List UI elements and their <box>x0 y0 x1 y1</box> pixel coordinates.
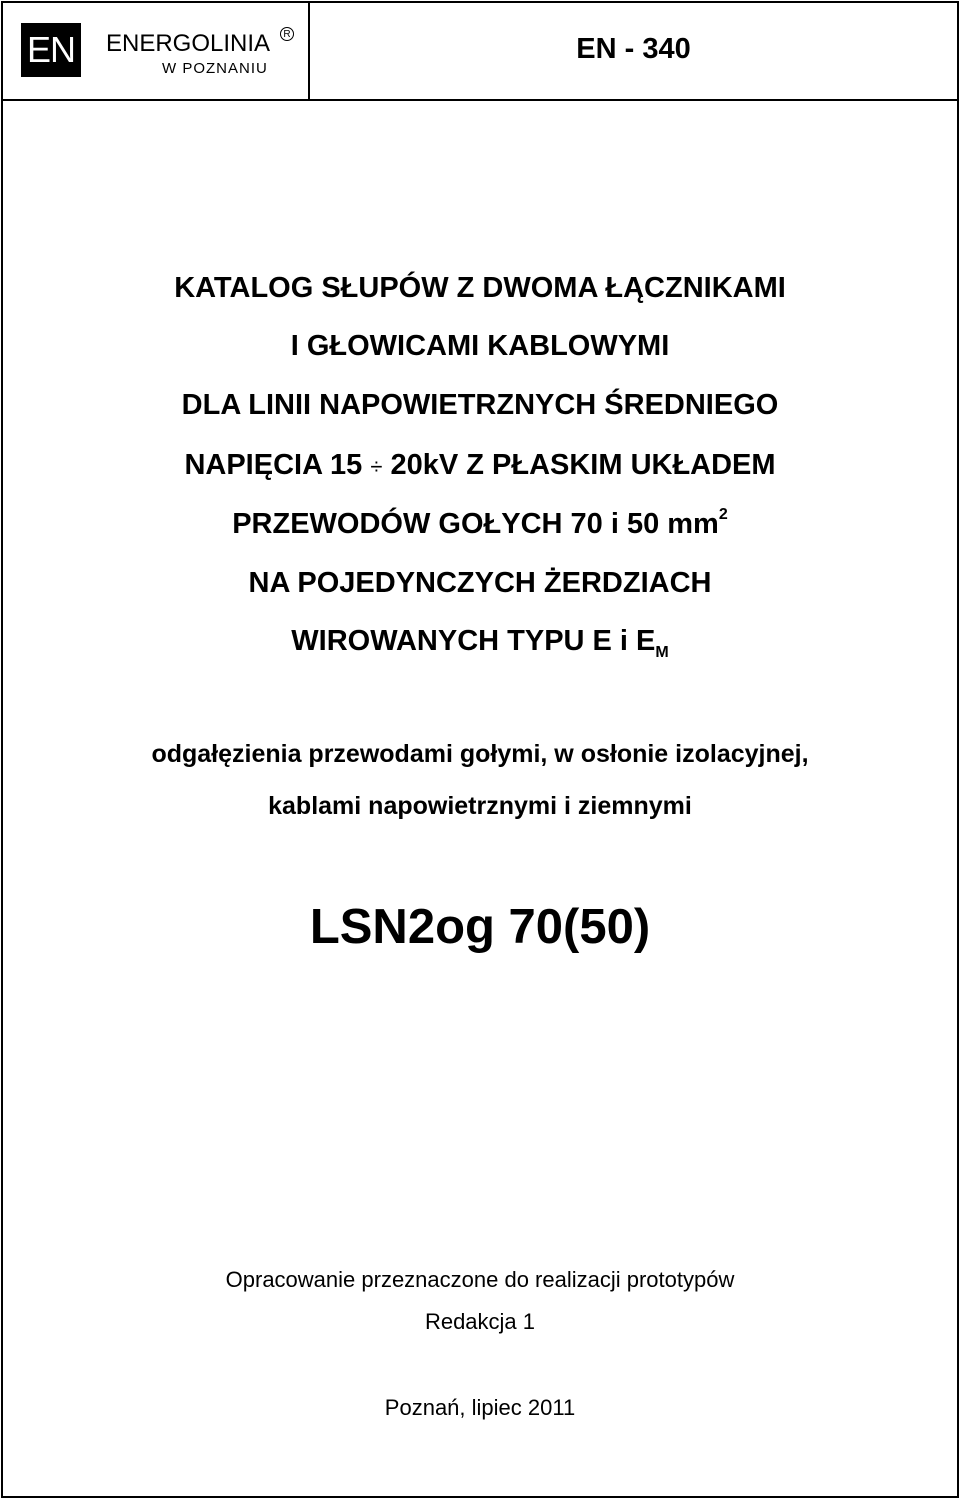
title-line-4-a: NAPIĘCIA 15 <box>184 449 363 481</box>
subscript: M <box>655 644 669 661</box>
catalog-code: LSN2og 70(50) <box>309 900 651 954</box>
title-line-4-b: 20kV Z PŁASKIM UKŁADEM <box>390 449 776 481</box>
title-line-6: NA POJEDYNCZYCH ŻERDZIACH <box>248 567 712 599</box>
subtitle-line-2: kablami napowietrznymi i ziemnymi <box>268 792 692 820</box>
brand-name: ENERGOLINIA <box>106 30 271 57</box>
title-line-1: KATALOG SŁUPÓW Z DWOMA ŁĄCZNIKAMI <box>174 272 786 304</box>
logo: EN <box>21 23 81 77</box>
document-page <box>1 1 959 1498</box>
title-line-4 <box>3 448 957 484</box>
title-line-5 <box>3 507 957 546</box>
subtitle-line-1: odgałęzienia przewodami gołymi, w osłonie izolacyjnej, <box>151 740 809 768</box>
title-line-2: I GŁOWICAMI KABLOWYMI <box>290 330 670 362</box>
header <box>3 3 957 101</box>
title-line-7-text: WIROWANYCH TYPU E i E <box>291 625 656 657</box>
registered-icon: R <box>280 27 294 41</box>
division-icon: ÷ <box>370 454 383 479</box>
superscript: 2 <box>718 506 728 523</box>
footer-purpose: Opracowanie przeznaczone do realizacji prototypów <box>225 1267 735 1292</box>
brand-location: W POZNANIU <box>162 60 268 77</box>
title-line-3: DLA LINII NAPOWIETRZNYCH ŚREDNIEGO <box>181 389 779 421</box>
footer-place-date: Poznań, lipiec 2011 <box>384 1395 576 1420</box>
title-line-5-text: PRZEWODÓW GOŁYCH 70 i 50 mm <box>232 508 719 540</box>
document-number: EN - 340 <box>576 33 691 65</box>
footer-edition: Redakcja 1 <box>424 1309 536 1334</box>
title-line-7 <box>3 624 957 663</box>
